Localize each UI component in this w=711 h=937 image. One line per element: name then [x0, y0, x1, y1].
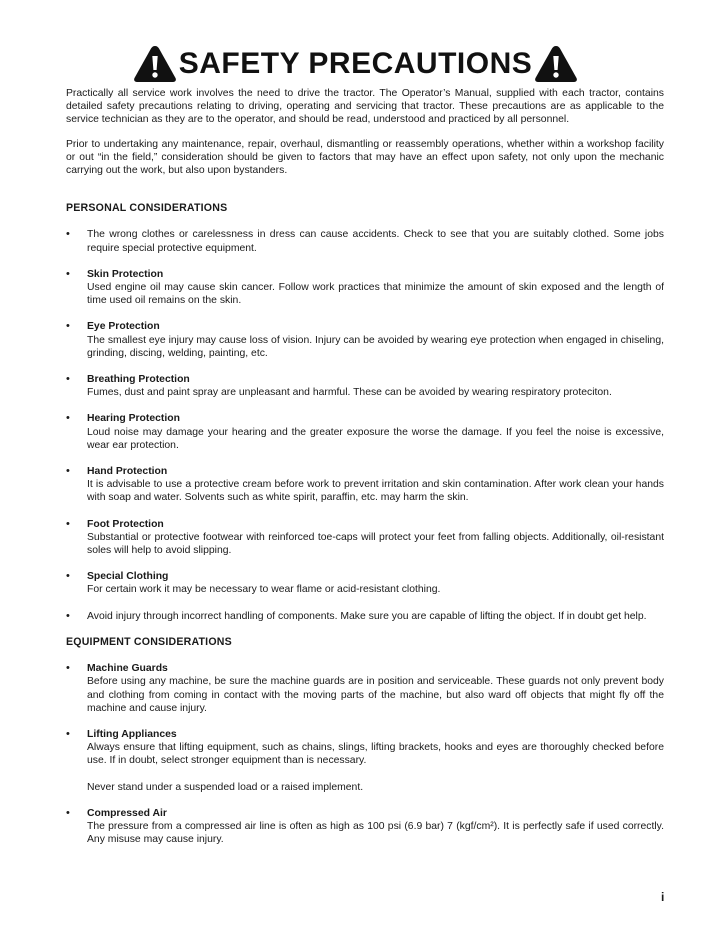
list-item — [66, 807, 664, 847]
item-title: Eye Protection — [87, 321, 160, 333]
item-text: Before using any machine, be sure the machine guards are in position and serviceable. These guards not only prevent body and clothing from coming in contact with the moving parts of the machine, but also ward off objects that might fly off the machine and cause injury. — [87, 676, 664, 714]
bullet: • — [66, 228, 70, 241]
list-item — [66, 570, 664, 596]
bullet: • — [66, 373, 70, 386]
list-item — [66, 610, 664, 623]
page-title: SAFETY PRECAUTIONS — [178, 47, 533, 80]
bullet: • — [66, 570, 70, 583]
item-text: The smallest eye injury may cause loss of vision. Injury can be avoided by wearing eye protection when engaged in chiseling, grinding, discing, welding, painting, etc. — [87, 334, 664, 359]
warning-triangle-icon — [534, 44, 578, 84]
bullet: • — [66, 465, 70, 478]
list-item — [66, 320, 664, 360]
item-text: The pressure from a compressed air line is often as high as 100 psi (6.9 bar) 7 (kgf/cm²). It is perfectly safe if used correctly. Any misuse may cause injury. — [87, 820, 664, 846]
bullet: • — [66, 412, 70, 425]
item-title: Breathing Protection — [87, 374, 190, 386]
list-item — [66, 465, 664, 505]
list-item — [66, 373, 664, 399]
item-text: Always ensure that lifting equipment, such as chains, slings, lifting brackets, hooks and eyes are thoroughly checked before use. If in doubt, select stronger equipment than is necessary. — [87, 742, 664, 767]
item-text: The wrong clothes or carelessness in dress can cause accidents. Check to see that you are suitably clothed. Some jobs require special protective equipment. — [87, 229, 664, 254]
item-text: Loud noise may damage your hearing and the greater exposure the worse the damage. If you feel the noise is excessive, wear ear protection. — [87, 426, 664, 451]
item-title: Lifting Appliances — [87, 728, 177, 740]
intro-paragraph: Prior to undertaking any maintenance, repair, overhaul, dismantling or reassembly operations, whether within a workshop facility or out “in the field,” consideration should be given to factors that may have an effect upon safety, not only upon the mechanic carrying out the work, but also upon bystanders. — [66, 138, 664, 177]
bullet: • — [66, 662, 70, 675]
item-extra-text: Never stand under a suspended load or a raised implement. — [87, 781, 364, 793]
list-item — [66, 518, 664, 558]
item-title: Skin Protection — [87, 268, 164, 280]
bullet: • — [66, 320, 70, 333]
item-text: It is advisable to use a protective cream before work to prevent irritation and skin contamination. After work clean your hands with soap and water. Solvents such as white spirit, paraffin, etc. may harm the skin. — [87, 479, 664, 504]
section-heading-personal: PERSONAL CONSIDERATIONS — [66, 202, 228, 215]
list-item — [66, 728, 664, 794]
title-row — [0, 42, 711, 86]
bullet: • — [66, 267, 70, 280]
list-item — [66, 412, 664, 452]
item-text: Substantial or protective footwear with reinforced toe-caps will protect your feet from falling objects. Additionally, oil-resistant soles will help to avoid slipping. — [87, 531, 664, 557]
item-text: Fumes, dust and paint spray are unpleasant and harmful. These can be avoided by wearing respiratory proteciton. — [87, 387, 612, 399]
intro-paragraph: Practically all service work involves the need to drive the tractor. The Operator’s Manual, supplied with each tractor, contains detailed safety precautions relating to driving, operating and servicing that tractor. These precautions are as applicable to the service technician as they are to the operator, and should be read, understood and practiced by all personnel. — [66, 88, 664, 126]
content — [66, 87, 664, 859]
item-title: Compressed Air — [87, 807, 167, 819]
item-title: Special Clothing — [87, 571, 169, 583]
page-number: i — [661, 890, 665, 904]
list-item — [66, 228, 664, 254]
bullet: • — [66, 727, 70, 740]
bullet: • — [66, 609, 70, 622]
item-title: Foot Protection — [87, 518, 164, 530]
item-title: Hand Protection — [87, 466, 168, 478]
item-text: For certain work it may be necessary to wear flame or acid-resistant clothing. — [87, 584, 441, 596]
item-title: Machine Guards — [87, 663, 168, 675]
warning-triangle-icon — [133, 44, 177, 84]
list-item — [66, 662, 664, 715]
item-title: Hearing Protection — [87, 413, 180, 425]
section-heading-equipment: EQUIPMENT CONSIDERATIONS — [66, 635, 232, 648]
bullet: • — [66, 517, 70, 530]
list-item — [66, 268, 664, 308]
item-text: Avoid injury through incorrect handling of components. Make sure you are capable of lifting the object. If in doubt get help. — [87, 610, 647, 622]
bullet: • — [66, 806, 70, 819]
item-text: Used engine oil may cause skin cancer. Follow work practices that minimize the amount of skin exposed and the length of time used oil remains on the skin. — [87, 282, 664, 307]
